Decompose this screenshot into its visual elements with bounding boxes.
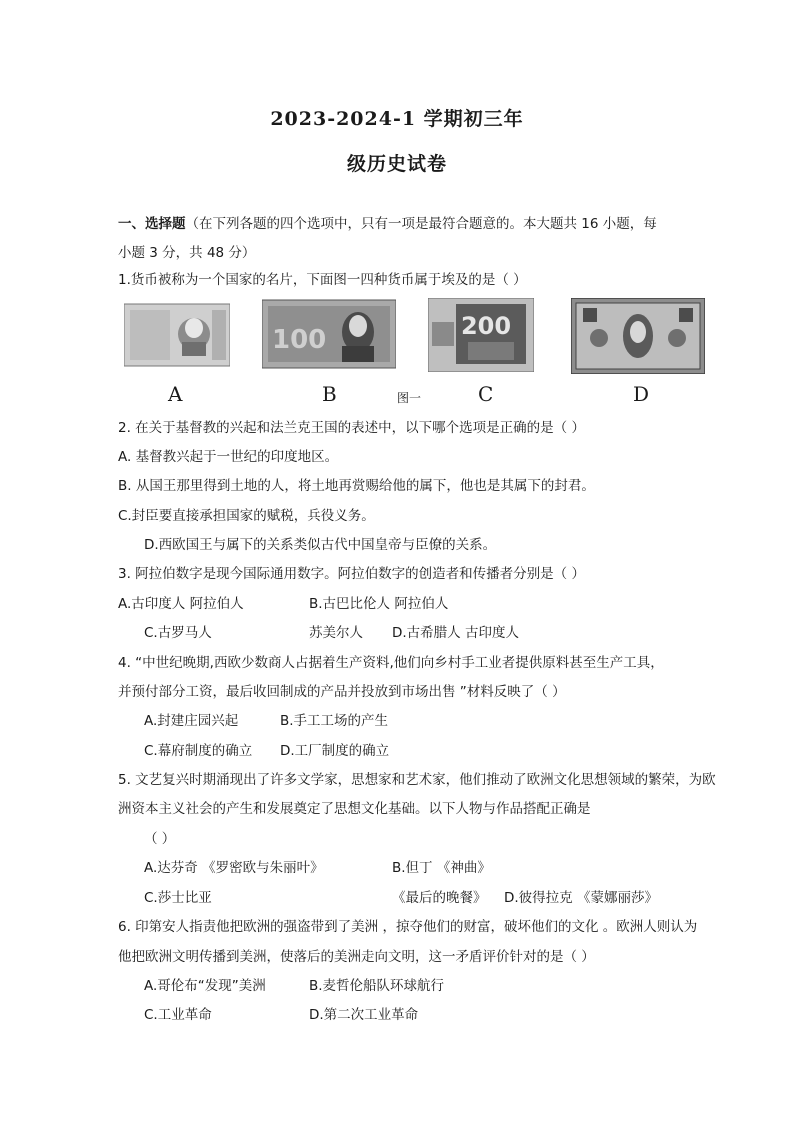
banknote-d-image	[571, 298, 705, 378]
q5-option-b: B.但丁 《神曲》	[392, 860, 491, 876]
q2-option-d: D.西欧国王与属下的关系类似古代中国皇帝与臣僚的关系。	[144, 537, 497, 553]
q3-option-a: A.古印度人 阿拉伯人	[118, 596, 244, 612]
banknote-b-label: B	[322, 382, 337, 406]
q3-option-c: C.古罗马人	[144, 625, 212, 641]
q5-stem-line3: （ ）	[144, 831, 176, 847]
q3-option-b: B.古巴比伦人 阿拉伯人	[309, 596, 449, 612]
banknote-c-image	[428, 298, 534, 378]
q2-option-a: A. 基督教兴起于一世纪的印度地区。	[118, 449, 339, 465]
q5-option-a: A.达芬奇 《罗密欧与朱丽叶》	[144, 860, 324, 876]
q4-stem-line1: 4. “中世纪晚期,西欧少数商人占据着生产资料,他们向乡村手工业者提供原料甚至生产工具，	[118, 655, 664, 671]
q6-stem-line2: 他把欧洲文明传播到美洲，使落后的美洲走向文明，这一矛盾评价针对的是（ ）	[118, 949, 595, 965]
q4-stem-line2: 并预付部分工资，最后收回制成的产品并投放到市场出售 ”材料反映了（ ）	[118, 684, 566, 700]
banknote-a-label: A	[168, 382, 183, 406]
banknote-d-label: D	[633, 382, 650, 406]
section-heading: 一、选择题	[118, 216, 186, 232]
exam-title-line2: 级历史试卷	[346, 153, 447, 175]
q6-option-a: A.哥伦布“发现”美洲	[144, 978, 266, 994]
exam-title-line1: 2023-2024-1 学期初三年	[270, 108, 524, 130]
q6-option-b: B.麦哲伦船队环球航行	[309, 978, 445, 994]
section-instruction	[118, 212, 657, 232]
q4-option-c: C.幕府制度的确立	[144, 743, 253, 759]
banknote-c-denomination: 200	[460, 312, 512, 340]
q2-option-c: C.封臣要直接承担国家的赋税，兵役义务。	[118, 508, 375, 524]
banknote-c-label: C	[478, 382, 494, 406]
q4-option-d: D.工厂制度的确立	[280, 743, 390, 759]
banknote-a-image	[124, 298, 230, 378]
banknote-b-image	[262, 298, 396, 378]
q6-stem-line1: 6. 印第安人指责他把欧洲的强盗带到了美洲 ，掠夺他们的财富，破坏他们的文化 。欧洲人则认为	[118, 919, 698, 935]
q5-option-d: D.彼得拉克 《蒙娜丽莎》	[504, 890, 658, 906]
q4-option-a: A.封建庄园兴起	[144, 713, 239, 729]
section-instruction-line1: （在下列各题的四个选项中，只有一项是最符合题意的。本大题共 16 小题，每	[185, 216, 657, 232]
q1-stem: 1.货币被称为一个国家的名片，下面图一四种货币属于埃及的是（ ）	[118, 272, 527, 288]
q2-stem: 2. 在关于基督教的兴起和法兰克王国的表述中，以下哪个选项是正确的是（ ）	[118, 420, 585, 436]
q5-option-c-cont: 《最后的晚餐》	[392, 890, 487, 906]
q6-option-d: D.第二次工业革命	[309, 1007, 419, 1023]
q2-option-b: B. 从国王那里得到土地的人，将土地再赏赐给他的属下，他也是其属下的封君。	[118, 478, 595, 494]
q5-stem-line2: 洲资本主义社会的产生和发展奠定了思想文化基础。以下人物与作品搭配正确是	[118, 801, 591, 817]
q5-stem-line1: 5. 文艺复兴时期涌现出了许多文学家，思想家和艺术家，他们推动了欧洲文化思想领域的繁荣，为欧	[118, 772, 716, 788]
q4-option-b: B.手工工场的产生	[280, 713, 389, 729]
q3-option-d: D.古希腊人 古印度人	[392, 625, 519, 641]
q6-option-c: C.工业革命	[144, 1007, 212, 1023]
svg-text:100: 100	[272, 325, 327, 355]
q3-option-c-cont: 苏美尔人	[309, 625, 363, 641]
q3-stem: 3. 阿拉伯数字是现今国际通用数字。阿拉伯数字的创造者和传播者分别是（ ）	[118, 566, 585, 582]
q5-option-c: C.莎士比亚	[144, 890, 212, 906]
figure-caption: 图一	[397, 391, 422, 405]
section-instruction-line2: 小题 3 分，共 48 分）	[118, 245, 256, 261]
